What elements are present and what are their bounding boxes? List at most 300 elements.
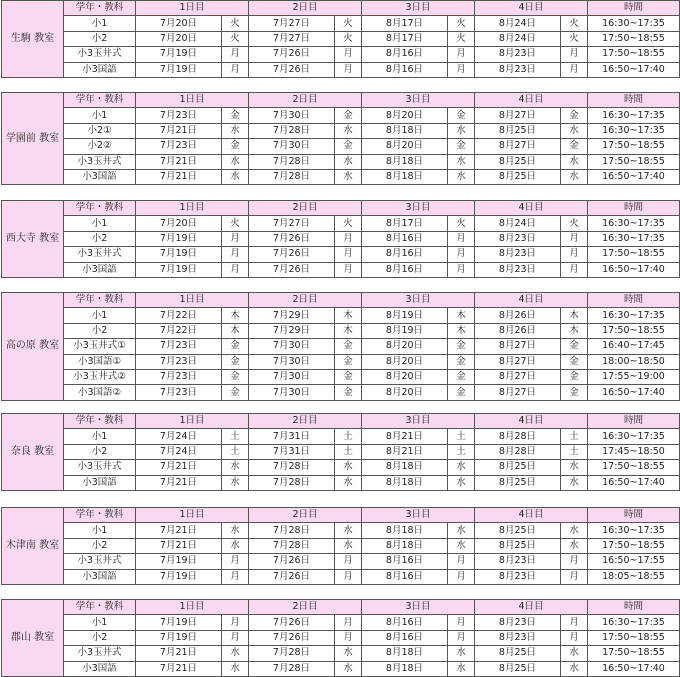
date-cell: 7月28日 [249,154,335,169]
weekday-cell: 木 [561,308,588,323]
header-time: 時間 [588,414,680,429]
date-cell: 7月30日 [249,339,335,354]
header-time: 時間 [588,93,680,108]
table-row [2,554,680,569]
weekday-cell: 木 [335,308,362,323]
table-row [2,354,680,369]
weekday-cell: 月 [448,569,475,584]
weekday-cell: 木 [335,323,362,338]
date-cell: 8月18日 [362,169,448,184]
date-cell: 8月23日 [475,554,561,569]
weekday-cell: 水 [448,123,475,138]
grade-subject-cell: 小3玉井式① [64,339,136,354]
weekday-cell: 月 [222,247,249,262]
date-cell: 7月22日 [136,308,222,323]
date-cell: 7月30日 [249,108,335,123]
weekday-cell: 水 [335,646,362,661]
weekday-cell: 月 [448,47,475,62]
date-cell: 8月18日 [362,475,448,490]
classroom-name: 西大寺 教室 [2,201,64,278]
date-cell: 7月28日 [249,538,335,553]
header-row [2,293,680,308]
date-cell: 8月16日 [362,554,448,569]
header-day4: 4日目 [475,600,588,615]
date-cell: 7月29日 [249,323,335,338]
date-cell: 7月19日 [136,47,222,62]
date-cell: 8月16日 [362,569,448,584]
weekday-cell: 水 [448,169,475,184]
table-row [2,108,680,123]
weekday-cell: 月 [222,47,249,62]
date-cell: 7月21日 [136,460,222,475]
date-cell: 8月16日 [362,262,448,277]
header-subject: 学年・教科 [64,600,136,615]
weekday-cell: 月 [335,554,362,569]
date-cell: 8月19日 [362,323,448,338]
date-cell: 7月26日 [249,615,335,630]
date-cell: 7月28日 [249,475,335,490]
header-day4: 4日目 [475,201,588,216]
weekday-cell: 金 [561,139,588,154]
weekday-cell: 金 [222,354,249,369]
grade-subject-cell: 小2 [64,31,136,46]
date-cell: 8月23日 [475,615,561,630]
date-cell: 8月16日 [362,231,448,246]
weekday-cell: 月 [222,630,249,645]
date-cell: 7月19日 [136,554,222,569]
date-cell: 8月18日 [362,123,448,138]
classroom-schedule-table [1,292,680,401]
grade-subject-cell: 小3国語① [64,354,136,369]
date-cell: 7月27日 [249,16,335,31]
date-cell: 8月27日 [475,108,561,123]
table-row [2,323,680,338]
date-cell: 8月23日 [475,630,561,645]
date-cell: 8月23日 [475,247,561,262]
weekday-cell: 金 [561,369,588,384]
weekday-cell: 水 [335,475,362,490]
weekday-cell: 金 [335,354,362,369]
time-cell: 16:50~17:40 [588,169,680,184]
weekday-cell: 土 [222,429,249,444]
date-cell: 8月25日 [475,154,561,169]
grade-subject-cell: 小3玉井式 [64,247,136,262]
date-cell: 7月19日 [136,62,222,77]
date-cell: 8月17日 [362,16,448,31]
weekday-cell: 水 [448,661,475,676]
grade-subject-cell: 小2① [64,123,136,138]
time-cell: 16:50~17:40 [588,62,680,77]
date-cell: 7月21日 [136,475,222,490]
table-row [2,661,680,676]
weekday-cell: 水 [448,475,475,490]
grade-subject-cell: 小2 [64,538,136,553]
date-cell: 7月30日 [249,385,335,400]
weekday-cell: 月 [448,62,475,77]
table-row [2,139,680,154]
time-cell: 16:50~17:55 [588,554,680,569]
weekday-cell: 金 [335,385,362,400]
date-cell: 8月26日 [475,323,561,338]
date-cell: 7月20日 [136,16,222,31]
date-cell: 7月28日 [249,661,335,676]
weekday-cell: 火 [335,31,362,46]
classroom-name: 木津南 教室 [2,508,64,585]
header-subject: 学年・教科 [64,414,136,429]
header-row [2,201,680,216]
weekday-cell: 月 [448,615,475,630]
date-cell: 8月20日 [362,354,448,369]
date-cell: 7月23日 [136,339,222,354]
time-cell: 17:50~18:55 [588,154,680,169]
date-cell: 8月18日 [362,523,448,538]
weekday-cell: 月 [561,554,588,569]
weekday-cell: 水 [335,460,362,475]
date-cell: 7月26日 [249,569,335,584]
date-cell: 8月16日 [362,47,448,62]
date-cell: 7月28日 [249,523,335,538]
weekday-cell: 金 [561,354,588,369]
classroom-name: 奈良 教室 [2,414,64,491]
weekday-cell: 金 [222,385,249,400]
header-day3: 3日目 [362,600,475,615]
weekday-cell: 月 [222,262,249,277]
weekday-cell: 水 [561,475,588,490]
time-cell: 17:45~18:50 [588,444,680,459]
weekday-cell: 火 [335,16,362,31]
grade-subject-cell: 小1 [64,308,136,323]
weekday-cell: 月 [335,231,362,246]
weekday-cell: 火 [222,216,249,231]
weekday-cell: 水 [222,123,249,138]
date-cell: 7月21日 [136,123,222,138]
date-cell: 8月27日 [475,385,561,400]
time-cell: 16:30~17:35 [588,16,680,31]
time-cell: 16:30~17:35 [588,108,680,123]
date-cell: 7月21日 [136,523,222,538]
date-cell: 7月24日 [136,444,222,459]
weekday-cell: 金 [448,354,475,369]
date-cell: 8月23日 [475,231,561,246]
date-cell: 8月27日 [475,139,561,154]
header-time: 時間 [588,201,680,216]
date-cell: 8月25日 [475,538,561,553]
date-cell: 7月27日 [249,31,335,46]
date-cell: 7月28日 [249,460,335,475]
date-cell: 8月19日 [362,308,448,323]
table-row [2,16,680,31]
date-cell: 8月23日 [475,62,561,77]
grade-subject-cell: 小1 [64,16,136,31]
weekday-cell: 水 [448,523,475,538]
weekday-cell: 土 [448,429,475,444]
classroom-schedule-table [1,413,680,491]
table-row [2,615,680,630]
time-cell: 16:30~17:35 [588,308,680,323]
date-cell: 8月27日 [475,339,561,354]
grade-subject-cell: 小2 [64,231,136,246]
weekday-cell: 水 [561,123,588,138]
weekday-cell: 木 [222,323,249,338]
weekday-cell: 水 [561,460,588,475]
weekday-cell: 水 [448,460,475,475]
time-cell: 17:50~18:55 [588,31,680,46]
date-cell: 7月21日 [136,154,222,169]
table-row [2,247,680,262]
weekday-cell: 月 [561,262,588,277]
weekday-cell: 火 [335,216,362,231]
table-row [2,154,680,169]
table-row [2,569,680,584]
weekday-cell: 月 [561,47,588,62]
date-cell: 7月23日 [136,139,222,154]
weekday-cell: 月 [561,231,588,246]
weekday-cell: 金 [222,339,249,354]
date-cell: 8月25日 [475,646,561,661]
weekday-cell: 水 [335,154,362,169]
header-day2: 2日目 [249,600,362,615]
date-cell: 8月28日 [475,444,561,459]
date-cell: 8月20日 [362,108,448,123]
weekday-cell: 月 [561,615,588,630]
weekday-cell: 金 [448,369,475,384]
time-cell: 16:50~17:40 [588,661,680,676]
time-cell: 16:50~17:40 [588,475,680,490]
weekday-cell: 金 [335,369,362,384]
header-day2: 2日目 [249,201,362,216]
grade-subject-cell: 小3国語② [64,385,136,400]
weekday-cell: 水 [335,661,362,676]
weekday-cell: 水 [222,460,249,475]
date-cell: 8月24日 [475,16,561,31]
date-cell: 7月19日 [136,615,222,630]
time-cell: 18:05~18:55 [588,569,680,584]
weekday-cell: 月 [222,231,249,246]
date-cell: 7月19日 [136,630,222,645]
weekday-cell: 火 [222,31,249,46]
time-cell: 16:40~17:45 [588,339,680,354]
weekday-cell: 金 [335,139,362,154]
date-cell: 7月30日 [249,139,335,154]
date-cell: 8月20日 [362,339,448,354]
grade-subject-cell: 小2② [64,139,136,154]
table-row [2,646,680,661]
table-row [2,429,680,444]
date-cell: 7月26日 [249,262,335,277]
weekday-cell: 水 [222,646,249,661]
date-cell: 7月19日 [136,569,222,584]
grade-subject-cell: 小3玉井式 [64,460,136,475]
date-cell: 7月26日 [249,231,335,246]
weekday-cell: 月 [335,47,362,62]
date-cell: 8月18日 [362,538,448,553]
weekday-cell: 月 [561,247,588,262]
classroom-schedule-table [1,92,680,185]
grade-subject-cell: 小1 [64,429,136,444]
grade-subject-cell: 小3国語 [64,661,136,676]
header-time: 時間 [588,508,680,523]
header-day2: 2日目 [249,293,362,308]
header-day4: 4日目 [475,414,588,429]
date-cell: 7月31日 [249,429,335,444]
weekday-cell: 月 [335,62,362,77]
weekday-cell: 金 [448,339,475,354]
header-subject: 学年・教科 [64,508,136,523]
table-row [2,538,680,553]
time-cell: 16:30~17:35 [588,429,680,444]
time-cell: 16:30~17:35 [588,216,680,231]
header-day1: 1日目 [136,1,249,16]
header-day1: 1日目 [136,414,249,429]
table-row [2,216,680,231]
header-day4: 4日目 [475,508,588,523]
date-cell: 7月28日 [249,169,335,184]
date-cell: 8月21日 [362,444,448,459]
weekday-cell: 水 [222,154,249,169]
table-row [2,475,680,490]
date-cell: 8月20日 [362,369,448,384]
weekday-cell: 金 [561,339,588,354]
weekday-cell: 金 [222,139,249,154]
classroom-schedule-table [1,599,680,677]
weekday-cell: 金 [222,108,249,123]
weekday-cell: 火 [448,31,475,46]
time-cell: 16:30~17:35 [588,523,680,538]
date-cell: 8月23日 [475,262,561,277]
header-day3: 3日目 [362,508,475,523]
weekday-cell: 水 [561,661,588,676]
date-cell: 8月25日 [475,123,561,138]
time-cell: 17:50~18:55 [588,139,680,154]
date-cell: 7月26日 [249,62,335,77]
time-cell: 17:50~18:55 [588,323,680,338]
table-row [2,62,680,77]
date-cell: 8月18日 [362,154,448,169]
table-row [2,308,680,323]
time-cell: 16:30~17:35 [588,231,680,246]
weekday-cell: 水 [335,523,362,538]
grade-subject-cell: 小3国語 [64,169,136,184]
date-cell: 8月16日 [362,62,448,77]
header-day1: 1日目 [136,600,249,615]
weekday-cell: 火 [561,216,588,231]
date-cell: 8月23日 [475,47,561,62]
weekday-cell: 土 [222,444,249,459]
date-cell: 8月16日 [362,630,448,645]
date-cell: 7月26日 [249,630,335,645]
header-subject: 学年・教科 [64,293,136,308]
grade-subject-cell: 小3国語 [64,262,136,277]
date-cell: 7月20日 [136,31,222,46]
classroom-name: 学園前 教室 [2,93,64,185]
date-cell: 7月19日 [136,262,222,277]
date-cell: 8月18日 [362,460,448,475]
time-cell: 17:50~18:55 [588,646,680,661]
weekday-cell: 金 [335,108,362,123]
weekday-cell: 月 [222,554,249,569]
weekday-cell: 月 [448,554,475,569]
header-day1: 1日目 [136,201,249,216]
classroom-name: 生駒 教室 [2,1,64,78]
weekday-cell: 火 [561,16,588,31]
date-cell: 8月20日 [362,139,448,154]
weekday-cell: 金 [448,385,475,400]
date-cell: 7月30日 [249,354,335,369]
time-cell: 17:55~19:00 [588,369,680,384]
weekday-cell: 月 [561,569,588,584]
header-day3: 3日目 [362,1,475,16]
header-day1: 1日目 [136,508,249,523]
header-day3: 3日目 [362,93,475,108]
weekday-cell: 火 [448,216,475,231]
weekday-cell: 金 [448,108,475,123]
header-subject: 学年・教科 [64,93,136,108]
date-cell: 7月21日 [136,661,222,676]
date-cell: 7月26日 [249,247,335,262]
header-subject: 学年・教科 [64,1,136,16]
date-cell: 8月17日 [362,216,448,231]
date-cell: 8月18日 [362,646,448,661]
weekday-cell: 水 [561,154,588,169]
weekday-cell: 水 [335,538,362,553]
weekday-cell: 金 [335,339,362,354]
date-cell: 8月20日 [362,385,448,400]
header-day1: 1日目 [136,293,249,308]
grade-subject-cell: 小3玉井式 [64,47,136,62]
date-cell: 7月29日 [249,308,335,323]
date-cell: 8月21日 [362,429,448,444]
time-cell: 17:50~18:55 [588,247,680,262]
header-row [2,600,680,615]
weekday-cell: 水 [335,123,362,138]
time-cell: 17:50~18:55 [588,47,680,62]
date-cell: 8月27日 [475,369,561,384]
date-cell: 8月25日 [475,169,561,184]
header-day2: 2日目 [249,414,362,429]
weekday-cell: 月 [222,569,249,584]
weekday-cell: 金 [222,369,249,384]
weekday-cell: 水 [448,646,475,661]
date-cell: 8月24日 [475,31,561,46]
header-time: 時間 [588,1,680,16]
weekday-cell: 月 [335,615,362,630]
header-time: 時間 [588,600,680,615]
date-cell: 7月26日 [249,47,335,62]
header-day4: 4日目 [475,293,588,308]
date-cell: 8月25日 [475,661,561,676]
date-cell: 8月16日 [362,615,448,630]
date-cell: 7月28日 [249,123,335,138]
table-row [2,169,680,184]
weekday-cell: 月 [335,630,362,645]
table-row [2,31,680,46]
weekday-cell: 木 [561,323,588,338]
table-row [2,231,680,246]
header-day2: 2日目 [249,93,362,108]
grade-subject-cell: 小2 [64,323,136,338]
grade-subject-cell: 小1 [64,615,136,630]
weekday-cell: 木 [222,308,249,323]
grade-subject-cell: 小3国語 [64,475,136,490]
weekday-cell: 水 [561,538,588,553]
date-cell: 7月19日 [136,247,222,262]
time-cell: 18:00~18:50 [588,354,680,369]
grade-subject-cell: 小3国語 [64,569,136,584]
date-cell: 7月26日 [249,554,335,569]
grade-subject-cell: 小2 [64,630,136,645]
weekday-cell: 水 [561,646,588,661]
weekday-cell: 月 [561,62,588,77]
